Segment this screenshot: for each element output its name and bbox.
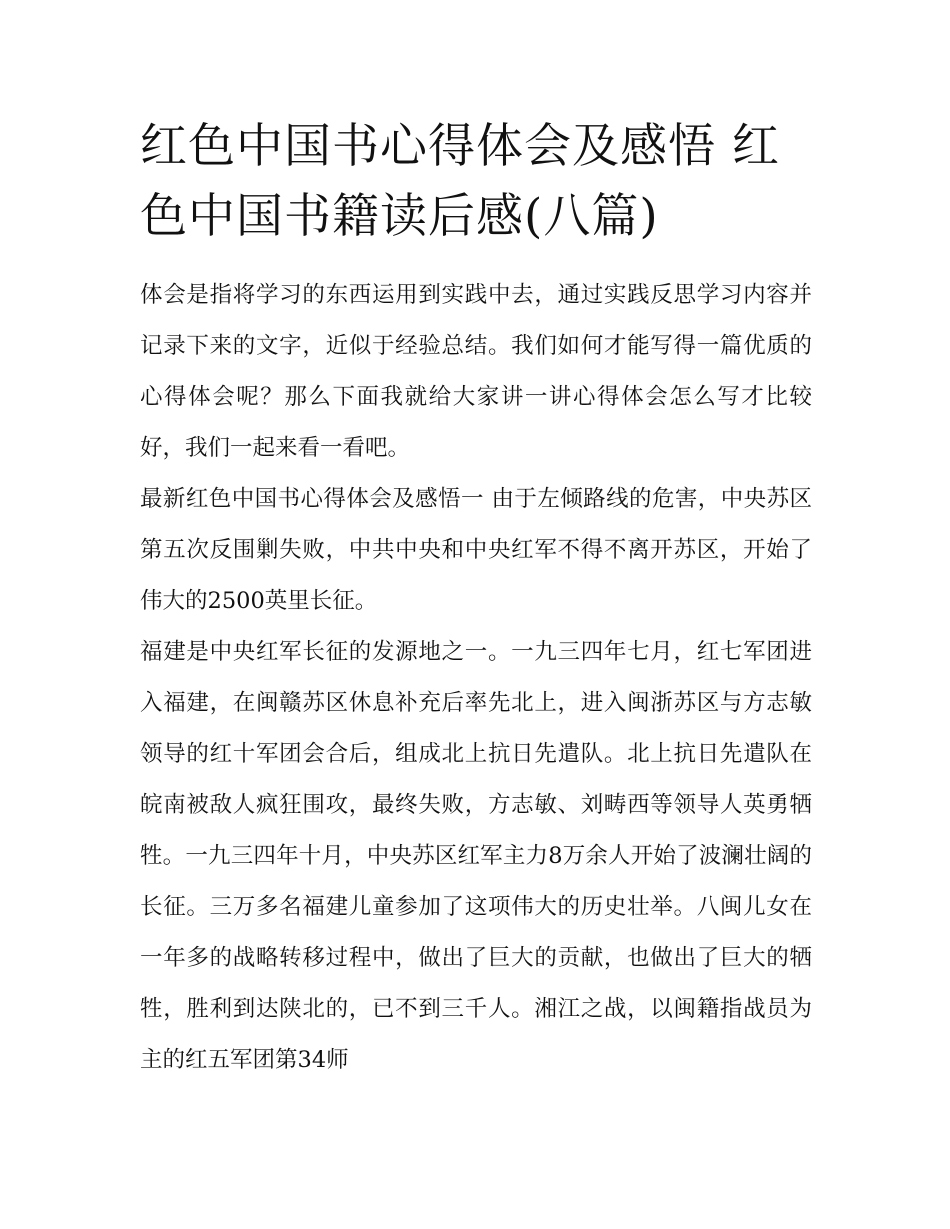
section-one-paragraph: 最新红色中国书心得体会及感悟一 由于左倾路线的危害，中央苏区第五次反围剿失败，中共中央和中央红军不得不离开苏区，开始了伟大的2500英里长征。	[140, 486, 812, 614]
fujian-paragraph: 福建是中央红军长征的发源地之一。一九三四年七月，红七军团进入福建，在闽赣苏区休息补充后率先北上，进入闽浙苏区与方志敏领导的红十军团会合后，组成北上抗日先遣队。北上抗日先遣队在皖南被敌人疯狂围攻，最终失败，方志敏、刘畴西等领导人英勇牺牲。一九三四年十月，中央苏区红军主力8万余人开始了波澜壮阔的长征。三万多名福建儿童参加了这项伟大的历史壮举。八闽儿女在一年多的战略转移过程中，做出了巨大的贡献，也做出了巨大的牺牲，胜利到达陕北的，已不到三千人。湘江之战，以闽籍指战员为主的红五军团第34师	[140, 639, 812, 1073]
document-title: 红色中国书心得体会及感悟 红色中国书籍读后感(八篇)	[140, 119, 780, 244]
intro-paragraph: 体会是指将学习的东西运用到实践中去，通过实践反思学习内容并记录下来的文字，近似于经验总结。我们如何才能写得一篇优质的心得体会呢？那么下面我就给大家讲一讲心得体会怎么写才比较好，我们一起来看一看吧。	[140, 282, 812, 461]
document-body	[140, 112, 812, 1086]
